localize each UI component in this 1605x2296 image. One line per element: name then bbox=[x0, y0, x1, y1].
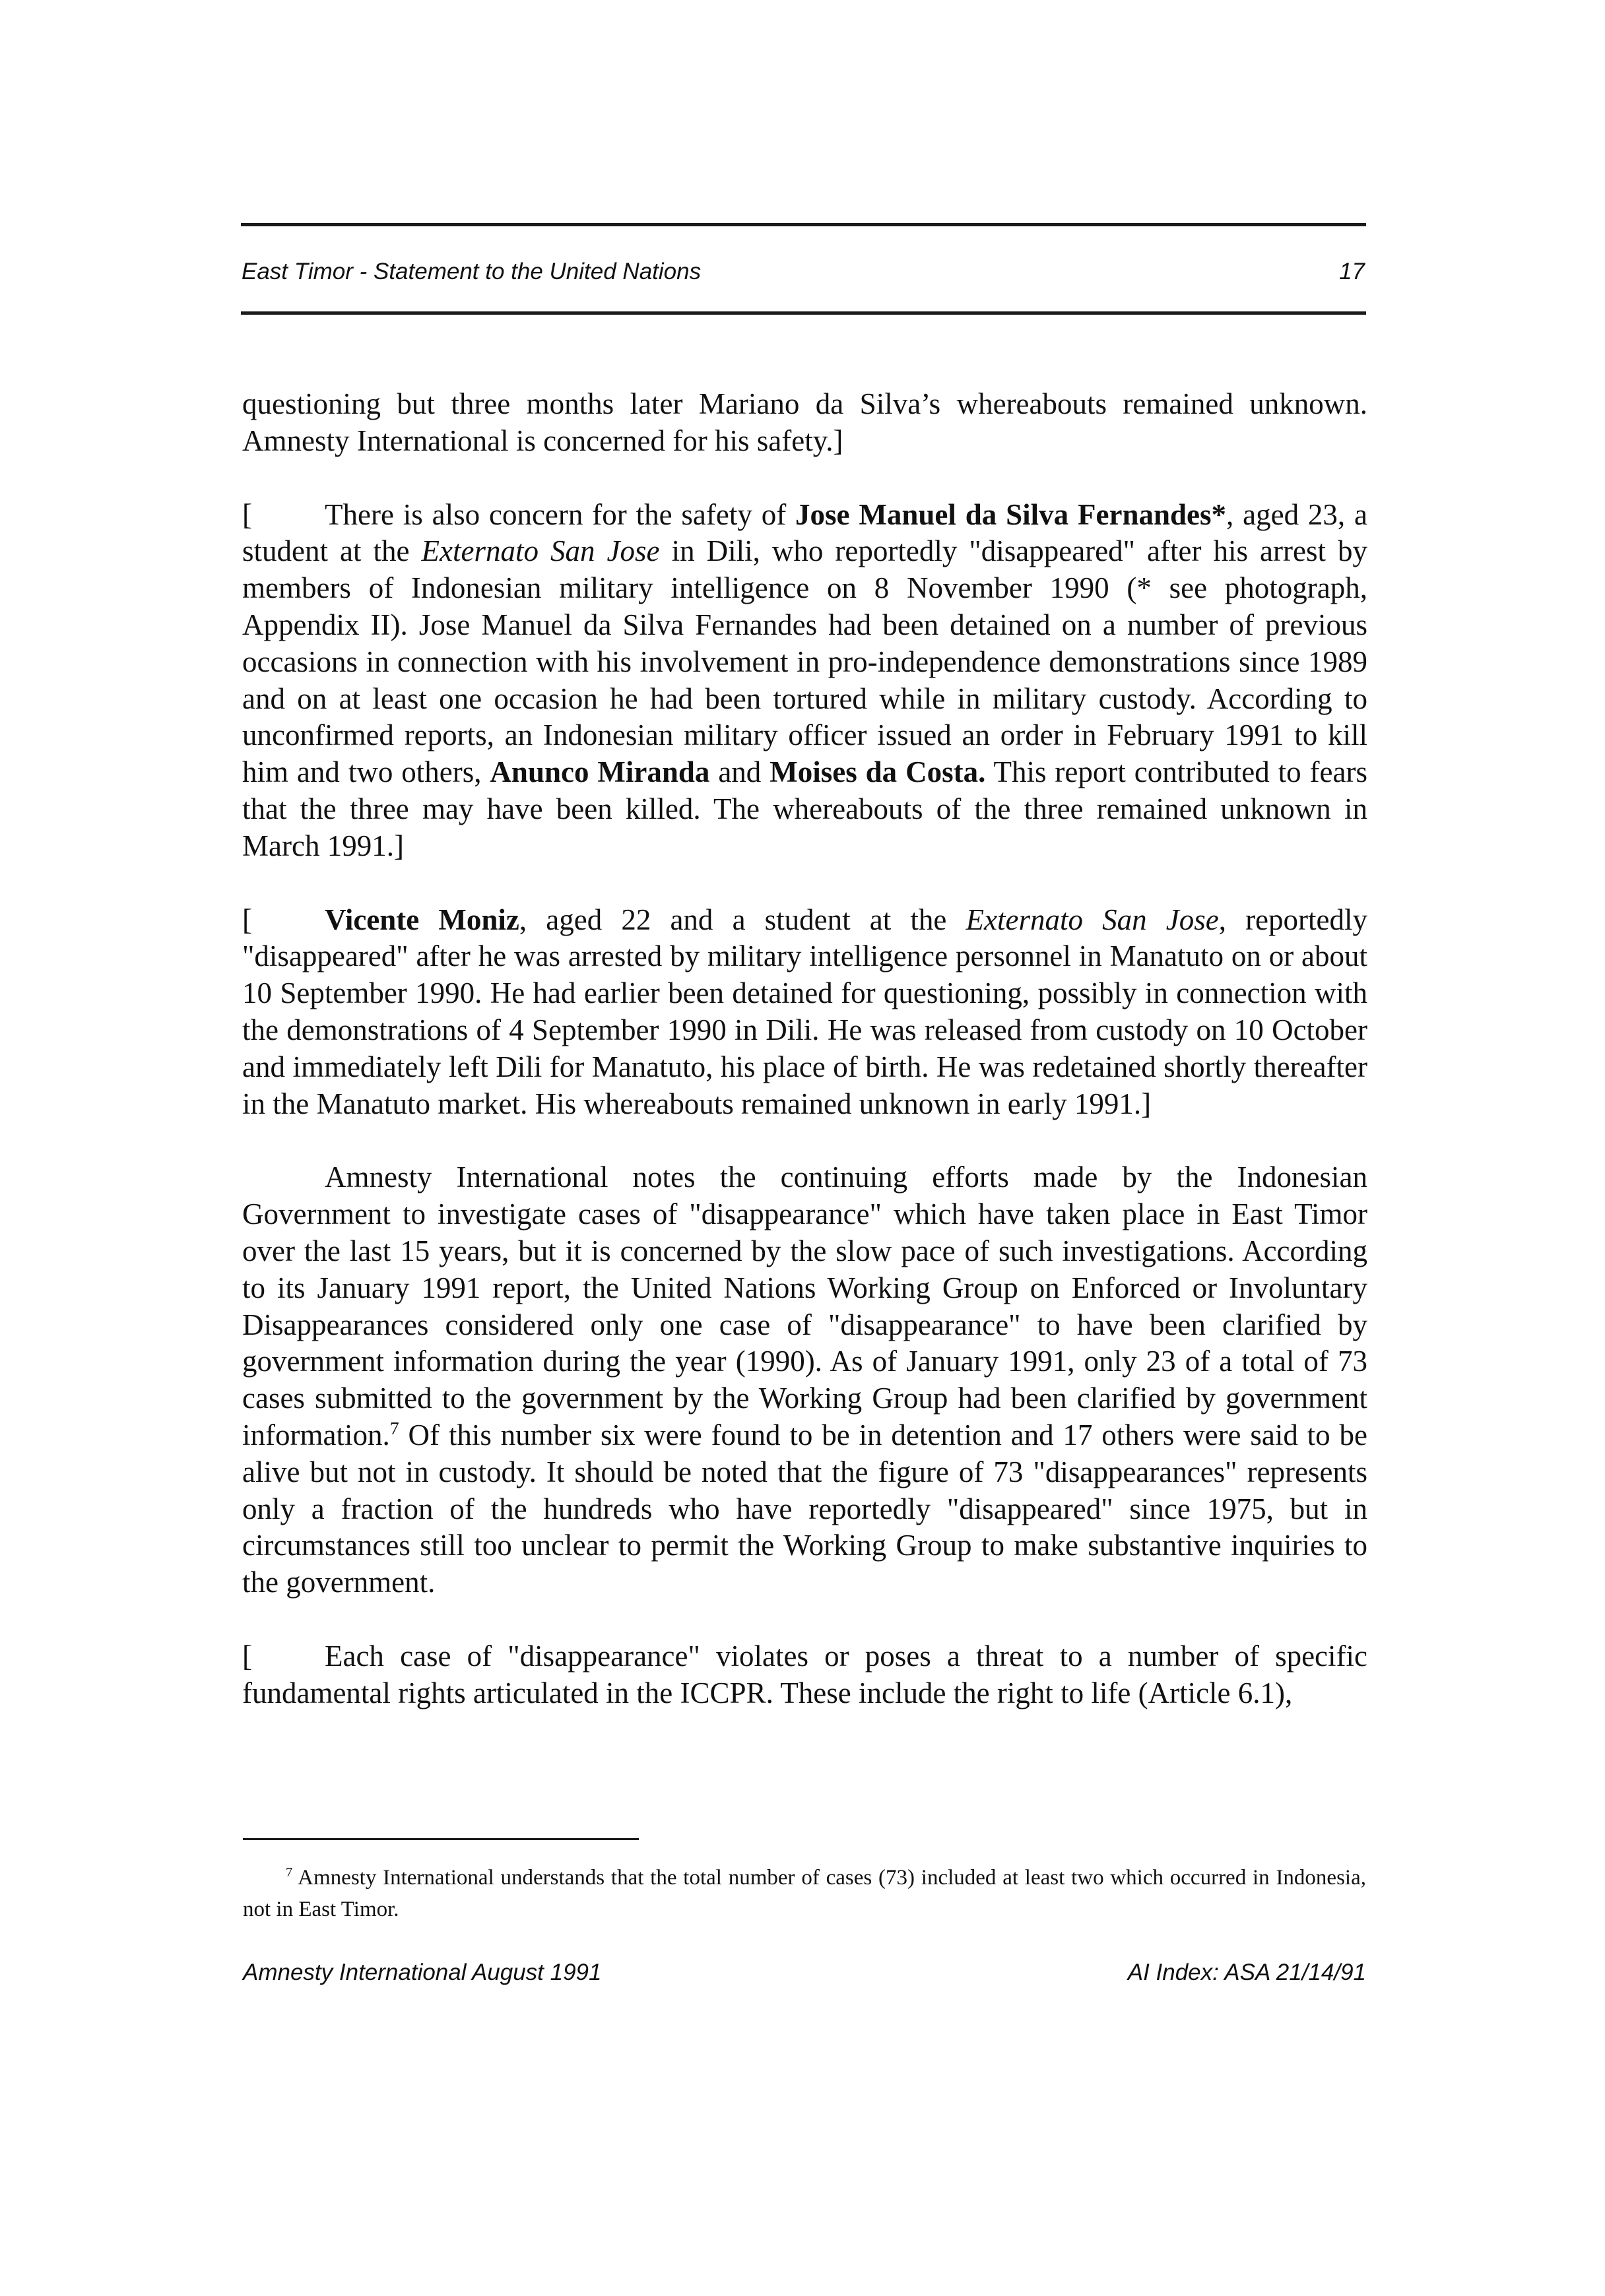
footnote-number: 7 bbox=[286, 1865, 293, 1880]
footer-left: Amnesty International August 1991 bbox=[243, 1960, 602, 1985]
text-run: There is also concern for the safety of bbox=[325, 497, 796, 531]
text-run: Each case of "disappearance" violates or poses a threat to a number of specific fundamental rights articulated in the ICCPR. These include the right to life (Article 6.1), bbox=[242, 1639, 1367, 1709]
school-name: Externato San Jose bbox=[966, 903, 1219, 936]
person-name: Vicente Moniz bbox=[325, 903, 519, 936]
footnote-text: Amnesty International understands that the total number of cases (73) included at least two which occurred in Indonesia, not in East Timor. bbox=[243, 1866, 1366, 1921]
footer-index: AI Index: ASA 21/14/91 bbox=[1127, 1960, 1366, 1985]
text-run: This report contributed to fears that the three may have been killed. The whereabouts of the three remained unknown in March 1991.] bbox=[242, 755, 1367, 862]
header-rule-top bbox=[241, 223, 1366, 226]
text-run: , reportedly "disappeared" after he was arrested by military intelligence personnel in Manatuto on or about 10 September 1990. He had earlier been detained for questioning, possibly in connection with the demonstrations of 4 September 1990 in Dili. He was released from custody on 10 October and immediately left Dili for Manatuto, his place of birth. He was redetained shortly thereafter in the Manatuto market. His whereabouts remained unknown in early 1991.] bbox=[242, 903, 1367, 1120]
paragraph-bracket: [ bbox=[242, 1639, 252, 1673]
footnote-reference: 7 bbox=[389, 1418, 399, 1439]
text-run: Of this number six were found to be in detention and 17 others were said to be alive but not in custody. It should be noted that the figure of 73 "disappearances" represents only a fraction of the hundreds who have reportedly "disappeared" since 1975, but in circumstances still too unclear to permit the Working Group to make substantive inquiries to the government. bbox=[242, 1418, 1367, 1599]
text-run: , aged 23, a student at the bbox=[242, 497, 1367, 568]
footnote-rule bbox=[243, 1838, 639, 1840]
school-name: Externato San Jose bbox=[421, 534, 660, 568]
paragraph-bracket: [ bbox=[242, 497, 252, 531]
text-run: in Dili, who reportedly "disappeared" after his arrest by members of Indonesian military intelligence on 8 November 1990 (* see photograph, Appendix II). Jose Manuel da Silva Fernandes had been detained on a number of previous occasions in connection with his involvement in pro-independence demonstrations since 1989 and on at least one occasion he had been tortured while in military custody. According to unconfirmed reports, an Indonesian military officer issued an order in February 1991 to kill him and two others, bbox=[242, 534, 1367, 789]
page-number: 17 bbox=[1339, 259, 1365, 284]
paragraph-5 bbox=[242, 1638, 1367, 1712]
header-rule-bottom bbox=[241, 311, 1366, 315]
text-run: and bbox=[709, 755, 770, 789]
person-name: Moises da Costa. bbox=[770, 755, 986, 789]
person-name: Jose Manuel da Silva Fernandes* bbox=[795, 497, 1227, 531]
paragraph-1: questioning but three months later Mariano da Silva’s whereabouts remained unknown. Amnesty International is concerned for his safety.] bbox=[242, 387, 1367, 457]
paragraph-3 bbox=[242, 902, 1367, 1123]
person-name: Anunco Miranda bbox=[490, 755, 710, 789]
text-run: , aged 22 and a student at the bbox=[519, 903, 966, 936]
running-header bbox=[242, 252, 1365, 292]
paragraph-2 bbox=[242, 497, 1367, 865]
paragraph-bracket: [ bbox=[242, 903, 252, 936]
body-text bbox=[242, 386, 1367, 1749]
paragraph-4 bbox=[242, 1159, 1367, 1601]
header-title: East Timor - Statement to the United Nations bbox=[242, 259, 702, 284]
footnote bbox=[243, 1862, 1366, 1925]
text-run: Amnesty International notes the continuing efforts made by the Indonesian Government to investigate cases of "disappearance" which have taken place in East Timor over the last 15 years, but it is concerned by the slow pace of such investigations. According to its January 1991 report, the United Nations Working Group on Enforced or Involuntary Disappearances considered only one case of "disappearance" to have been clarified by government information during the year (1990). As of January 1991, only 23 of a total of 73 cases submitted to the government by the Working Group had been clarified by government information. bbox=[242, 1161, 1367, 1451]
running-footer bbox=[243, 1953, 1366, 1993]
